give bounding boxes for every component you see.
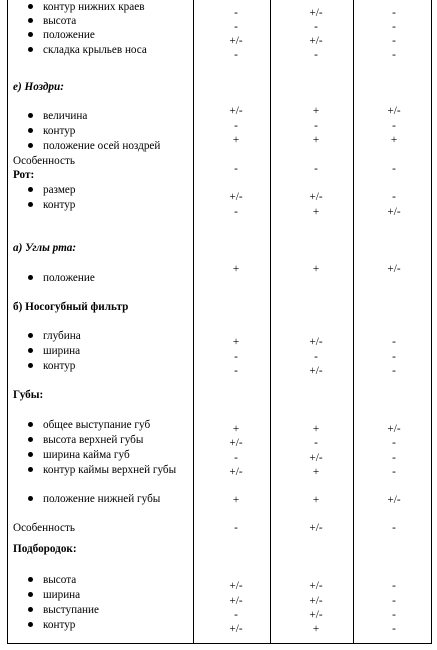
bullet-icon: [28, 422, 33, 427]
value-cell-col3: +/-: [387, 263, 401, 275]
value-cell-col1: -: [234, 351, 238, 363]
value-cell-col2: -: [314, 49, 318, 61]
value-cell-col3: +/-: [387, 423, 401, 435]
value-cell-col2: -: [314, 120, 318, 132]
value-cell-col1: +/-: [229, 623, 243, 635]
bullet-icon: [28, 437, 33, 442]
table-row: [0, 80, 437, 94]
value-cell-col1: -: [234, 120, 238, 132]
row-label: Рот:: [13, 169, 35, 181]
row-label: положение осей ноздрей: [43, 140, 161, 152]
value-cell-col2: +/-: [309, 35, 323, 47]
value-cell-col3: -: [392, 466, 396, 478]
value-cell-col1: -: [234, 365, 238, 377]
row-label: контур: [43, 360, 76, 372]
bullet-icon: [28, 348, 33, 353]
value-cell-col3: -: [392, 120, 396, 132]
value-cell-col3: -: [392, 580, 396, 592]
value-cell-col3: +/-: [387, 206, 401, 218]
row-label: высота верхней губы: [43, 434, 144, 446]
value-cell-col1: +/-: [229, 580, 243, 592]
value-cell-col3: -: [392, 595, 396, 607]
row-label: контур: [43, 125, 76, 137]
value-cell-col3: -: [392, 623, 396, 635]
value-cell-col2: +: [312, 206, 320, 218]
row-label: Особенность: [13, 155, 75, 167]
value-cell-col1: +: [232, 423, 240, 435]
value-cell-col2: +/-: [309, 595, 323, 607]
value-cell-col3: -: [392, 191, 396, 203]
value-cell-col3: +/-: [387, 494, 401, 506]
bullet-icon: [28, 496, 33, 501]
value-cell-col1: -: [234, 522, 238, 534]
value-cell-col1: +: [232, 336, 240, 348]
value-cell-col3: -: [392, 49, 396, 61]
bullet-icon: [28, 363, 33, 368]
row-label: контур нижних краев: [43, 1, 145, 13]
row-label: положение: [43, 29, 95, 41]
bullet-icon: [28, 577, 33, 582]
table-row: [0, 168, 437, 182]
value-cell-col3: -: [392, 365, 396, 377]
row-label: Подбородок:: [13, 543, 77, 555]
value-cell-col2: +/-: [309, 522, 323, 534]
row-label: положение: [43, 272, 95, 284]
value-cell-col2: -: [314, 437, 318, 449]
value-cell-col3: -: [392, 609, 396, 621]
table-row: [0, 300, 437, 314]
value-cell-col2: +/-: [309, 609, 323, 621]
bullet-icon: [28, 47, 33, 52]
value-cell-col1: -: [234, 609, 238, 621]
value-cell-col2: +/-: [309, 365, 323, 377]
value-cell-col3: -: [392, 7, 396, 19]
value-cell-col2: +/-: [309, 191, 323, 203]
value-cell-col2: +/-: [309, 336, 323, 348]
bullet-icon: [28, 32, 33, 37]
value-cell-col2: +: [312, 494, 320, 506]
value-cell-col3: -: [392, 452, 396, 464]
value-cell-col1: -: [234, 7, 238, 19]
row-label: величина: [43, 110, 88, 122]
value-cell-col3: -: [392, 21, 396, 33]
value-cell-col3: -: [392, 35, 396, 47]
value-cell-col1: +: [232, 494, 240, 506]
bullet-icon: [28, 128, 33, 133]
value-cell-col3: -: [392, 351, 396, 363]
value-cell-col2: +: [312, 423, 320, 435]
row-label: складка крыльев носа: [43, 44, 147, 56]
row-label: Особенность: [13, 522, 75, 534]
value-cell-col1: +/-: [229, 35, 243, 47]
row-label: ширина: [43, 589, 81, 601]
value-cell-col3: +: [390, 134, 398, 146]
bullet-icon: [28, 275, 33, 280]
row-label: е) Ноздри:: [13, 81, 64, 93]
row-label: выступание: [43, 604, 99, 616]
value-cell-col2: -: [314, 163, 318, 175]
value-cell-col1: +/-: [229, 595, 243, 607]
row-label: б) Носогубный фильтр: [13, 301, 129, 313]
value-cell-col2: +: [312, 623, 320, 635]
row-label: высота: [43, 574, 77, 586]
table-row: [0, 542, 437, 556]
value-cell-col2: +/-: [309, 452, 323, 464]
row-label: контур: [43, 619, 76, 631]
value-cell-col3: -: [392, 163, 396, 175]
value-cell-col1: +/-: [229, 105, 243, 117]
bullet-icon: [28, 4, 33, 9]
bullet-icon: [28, 467, 33, 472]
value-cell-col3: -: [392, 336, 396, 348]
table-row: [0, 241, 437, 255]
value-cell-col3: +/-: [387, 105, 401, 117]
value-cell-col1: -: [234, 49, 238, 61]
value-cell-col1: +/-: [229, 191, 243, 203]
bullet-icon: [28, 333, 33, 338]
row-label: контур каймы верхней губы: [43, 464, 177, 476]
row-label: глубина: [43, 330, 81, 342]
value-cell-col2: -: [314, 351, 318, 363]
value-cell-col1: -: [234, 163, 238, 175]
row-label: положение нижней губы: [43, 493, 161, 505]
bullet-icon: [28, 592, 33, 597]
bullet-icon: [28, 143, 33, 148]
value-cell-col1: +/-: [229, 466, 243, 478]
value-cell-col2: -: [314, 21, 318, 33]
value-cell-col2: +: [312, 263, 320, 275]
value-cell-col2: +: [312, 105, 320, 117]
value-cell-col3: -: [392, 522, 396, 534]
row-label: Губы:: [13, 389, 44, 401]
value-cell-col2: +/-: [309, 7, 323, 19]
value-cell-col2: +: [312, 466, 320, 478]
bullet-icon: [28, 187, 33, 192]
row-label: ширина: [43, 345, 81, 357]
bullet-icon: [28, 202, 33, 207]
row-label: общее выступание губ: [43, 419, 151, 431]
value-cell-col1: +: [232, 263, 240, 275]
value-cell-col1: -: [234, 206, 238, 218]
value-cell-col2: +/-: [309, 580, 323, 592]
value-cell-col1: +: [232, 134, 240, 146]
row-label: размер: [43, 184, 76, 196]
bullet-icon: [28, 113, 33, 118]
row-label: контур: [43, 199, 76, 211]
bullet-icon: [28, 452, 33, 457]
value-cell-col1: -: [234, 21, 238, 33]
table-row: [0, 388, 437, 402]
row-label: ширина кайма губ: [43, 449, 130, 461]
value-cell-col1: +/-: [229, 437, 243, 449]
bullet-icon: [28, 607, 33, 612]
bullet-icon: [28, 622, 33, 627]
row-label: а) Углы рта:: [13, 242, 77, 254]
row-label: высота: [43, 15, 77, 27]
value-cell-col2: +: [312, 134, 320, 146]
bullet-icon: [28, 18, 33, 23]
value-cell-col3: -: [392, 437, 396, 449]
value-cell-col1: -: [234, 452, 238, 464]
